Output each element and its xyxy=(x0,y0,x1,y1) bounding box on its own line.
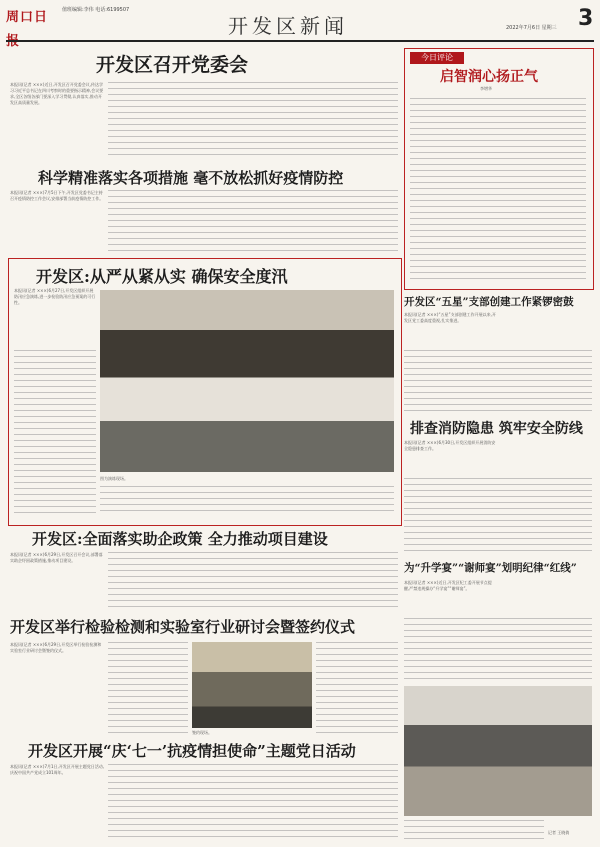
section-title: 开发区新闻 xyxy=(228,14,348,38)
article-title-epidemic: 科学精准落实各项措施 毫不放松抓好疫情防控 xyxy=(38,169,344,187)
photo-caption-lines xyxy=(404,820,544,840)
article-lead-epidemic: 本报讯(记者 ×××)7月5日下午,开发区党委书记主持召开疫情防控工作会议,安排部署当前疫情防控工作。 xyxy=(10,190,104,201)
header-rule xyxy=(6,40,594,42)
commentary-title: 启智润心扬正气 xyxy=(440,69,538,85)
article-lead-flood: 本报讯(记者 ×××)6月27日,开发区组织开展防汛应急演练,进一步检验防汛应急预案的可行性。 xyxy=(14,288,96,305)
article-body-banquet-discipline xyxy=(404,618,592,682)
firefighting-photo xyxy=(404,686,592,816)
article-title-five-star: 开发区“五星”支部创建工作紧锣密鼓 xyxy=(404,296,574,308)
article-title-party-day: 开发区开展“庆‘七一’抗疫情担使命”主题党日活动 xyxy=(28,742,356,760)
commentary-body xyxy=(410,98,586,282)
article-title-testing-symposium: 开发区举行检验检测和实验室行业研讨会暨签约仪式 xyxy=(10,618,356,636)
page-number: 3 xyxy=(578,6,594,31)
article-body-epidemic xyxy=(108,190,398,252)
article-title-fire-safety: 排查消防隐患 筑牢安全防线 xyxy=(410,421,583,437)
article-lead-testing-symposium: 本报讯(记者 ×××)6月29日,开发区举行检验检测和实验室行业研讨会暨签约仪式。 xyxy=(10,642,102,653)
article-tail-flood xyxy=(100,486,394,516)
photo-caption-signing: 签约现场。 xyxy=(192,730,212,735)
signing-photo xyxy=(192,642,312,728)
photo-credit: 记者 王晓倩 xyxy=(548,830,570,835)
article-body-party-meeting xyxy=(108,82,398,160)
article-lead-party-day: 本报讯(记者 ×××)7月1日,开发区开展主题党日活动,庆祝中国共产党成立101周年。 xyxy=(10,764,105,775)
article-body-fire-safety xyxy=(404,478,592,554)
issue-date: 2022年7月6日 星期三 xyxy=(506,25,557,31)
flood-drill-photo xyxy=(100,290,394,472)
article-title-party-meeting: 开发区召开党委会 xyxy=(96,54,249,76)
article-tail-testing-symposium xyxy=(316,642,398,736)
article-lead-business-policy: 本报讯(记者 ×××)6月29日,开发区召开会议,部署落实助企纾困政策措施,推动项目建设。 xyxy=(10,552,103,563)
article-title-banquet-discipline: 为“升学宴”“谢师宴”划明纪律“红线” xyxy=(404,562,577,574)
article-lead-banquet-discipline: 本报讯(记者 ×××)近日,开发区纪工委开展节点提醒,严禁违规操办“升学宴”“谢师宴”。 xyxy=(404,580,492,591)
article-body-flood xyxy=(14,350,96,515)
article-body-party-day xyxy=(108,764,398,842)
article-body-business-policy xyxy=(108,552,398,610)
article-title-flood: 开发区:从严从紧从实 确保安全度汛 xyxy=(36,267,288,286)
article-body-testing-symposium xyxy=(108,642,188,736)
commentary-author: 李增华 xyxy=(480,86,492,91)
commentary-tag: 今日评论 xyxy=(410,52,464,64)
article-body-five-star xyxy=(404,350,592,412)
photo-caption-flood: 图为演练现场。 xyxy=(100,476,128,481)
article-lead-fire-safety: 本报讯(记者 ×××)6月30日,开发区组织开展消防安全隐患排查工作。 xyxy=(404,440,496,451)
article-lead-party-meeting: 本报讯(记者 ×××)近日,开发区召开党委会议,传达学习习近平总书记在四川考察时的重要指示精神,会议要求,全区各级各部门要深入学习贯彻,认真落实,推动开发区高质量发展。 xyxy=(10,82,104,105)
editor-line: 值班编辑:李伟 电话:6199507 xyxy=(62,7,130,13)
newspaper-logo: 周口日 xyxy=(6,10,49,25)
article-lead-five-star: 本报讯(记者 ×××)“五星”支部创建工作开展以来,开发区党工委高度重视,扎实推进。 xyxy=(404,312,496,323)
article-title-business-policy: 开发区:全面落实助企政策 全力推动项目建设 xyxy=(32,530,328,548)
